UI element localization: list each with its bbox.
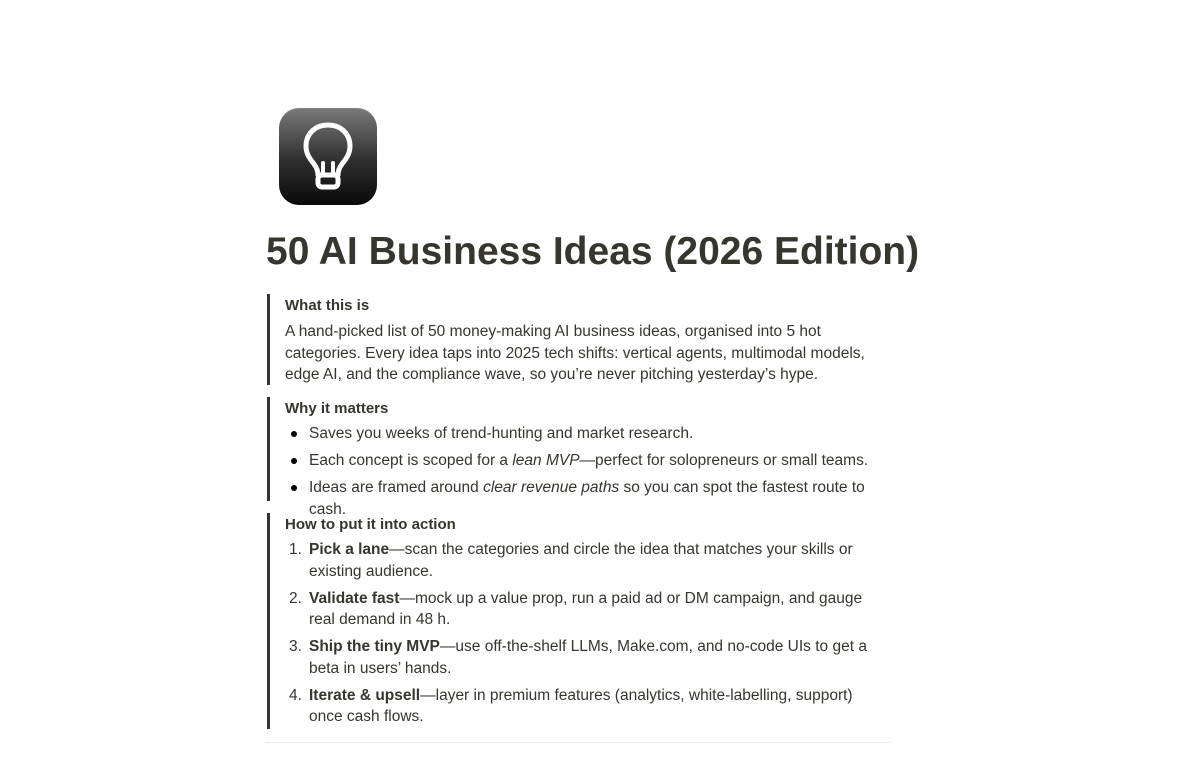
page-icon[interactable]: [279, 108, 377, 205]
bullet-icon: [291, 458, 297, 464]
step-text: —use off-the-shelf LLMs, Make.com, and no-code UIs to get a beta in users’ hands.: [309, 638, 867, 677]
divider: [266, 742, 892, 743]
step-text: —scan the categories and circle the idea that matches your skills or existing audience.: [309, 541, 853, 580]
why-item-post: so you can spot the fastest route to cash.: [309, 479, 865, 518]
why-list: [285, 423, 881, 520]
step-title: Validate fast: [309, 589, 400, 607]
why-item-post: —perfect for solopreneurs or small teams.: [579, 452, 869, 469]
step-item: [285, 588, 881, 631]
bullet-icon: [291, 431, 297, 437]
step-title: Ship the tiny MVP: [309, 638, 440, 655]
step-item: [285, 539, 881, 582]
step-number: 4.: [289, 686, 302, 704]
step-number: 1.: [289, 541, 302, 558]
step-item: [285, 636, 881, 679]
how-to-callout: [267, 513, 881, 729]
list-item: [285, 450, 881, 472]
why-item-emphasis: lean MVP: [512, 452, 580, 469]
page-title[interactable]: 50 AI Business Ideas (2026 Edition): [266, 230, 920, 273]
how-steps-list: [285, 539, 881, 728]
list-item: [285, 423, 881, 445]
step-number: 3.: [289, 638, 302, 655]
why-item-pre: Ideas are framed around: [309, 479, 484, 496]
step-text: —layer in premium features (analytics, white-labelling, support) once cash flows.: [309, 686, 853, 725]
how-heading: How to put it into action: [285, 516, 456, 533]
what-heading: What this is: [285, 297, 370, 314]
step-number: 2.: [289, 589, 302, 607]
step-text: —mock up a value prop, run a paid ad or DM campaign, and gauge real demand in 48 h.: [309, 589, 863, 628]
step-title: Iterate & upsell: [309, 686, 421, 704]
why-item-emphasis: clear revenue paths: [483, 479, 620, 496]
what-this-is-callout: [267, 294, 881, 385]
bullet-icon: [291, 485, 297, 491]
step-title: Pick a lane: [309, 541, 390, 558]
what-body: A hand-picked list of 50 money-making AI business ideas, organised into 5 hot categories. Every idea taps into 2025 tech shifts: vertical agents, multimodal models, edge AI, and the compliance wave, so you’re never pitching yesterday’s hype.: [285, 323, 865, 383]
step-item: [285, 685, 881, 728]
why-it-matters-callout: [267, 397, 881, 518]
why-item-text: Saves you weeks of trend-hunting and market research.: [309, 425, 694, 442]
why-heading: Why it matters: [285, 400, 389, 417]
why-item-pre: Each concept is scoped for a: [309, 452, 513, 469]
lightbulb-icon: [298, 119, 358, 195]
